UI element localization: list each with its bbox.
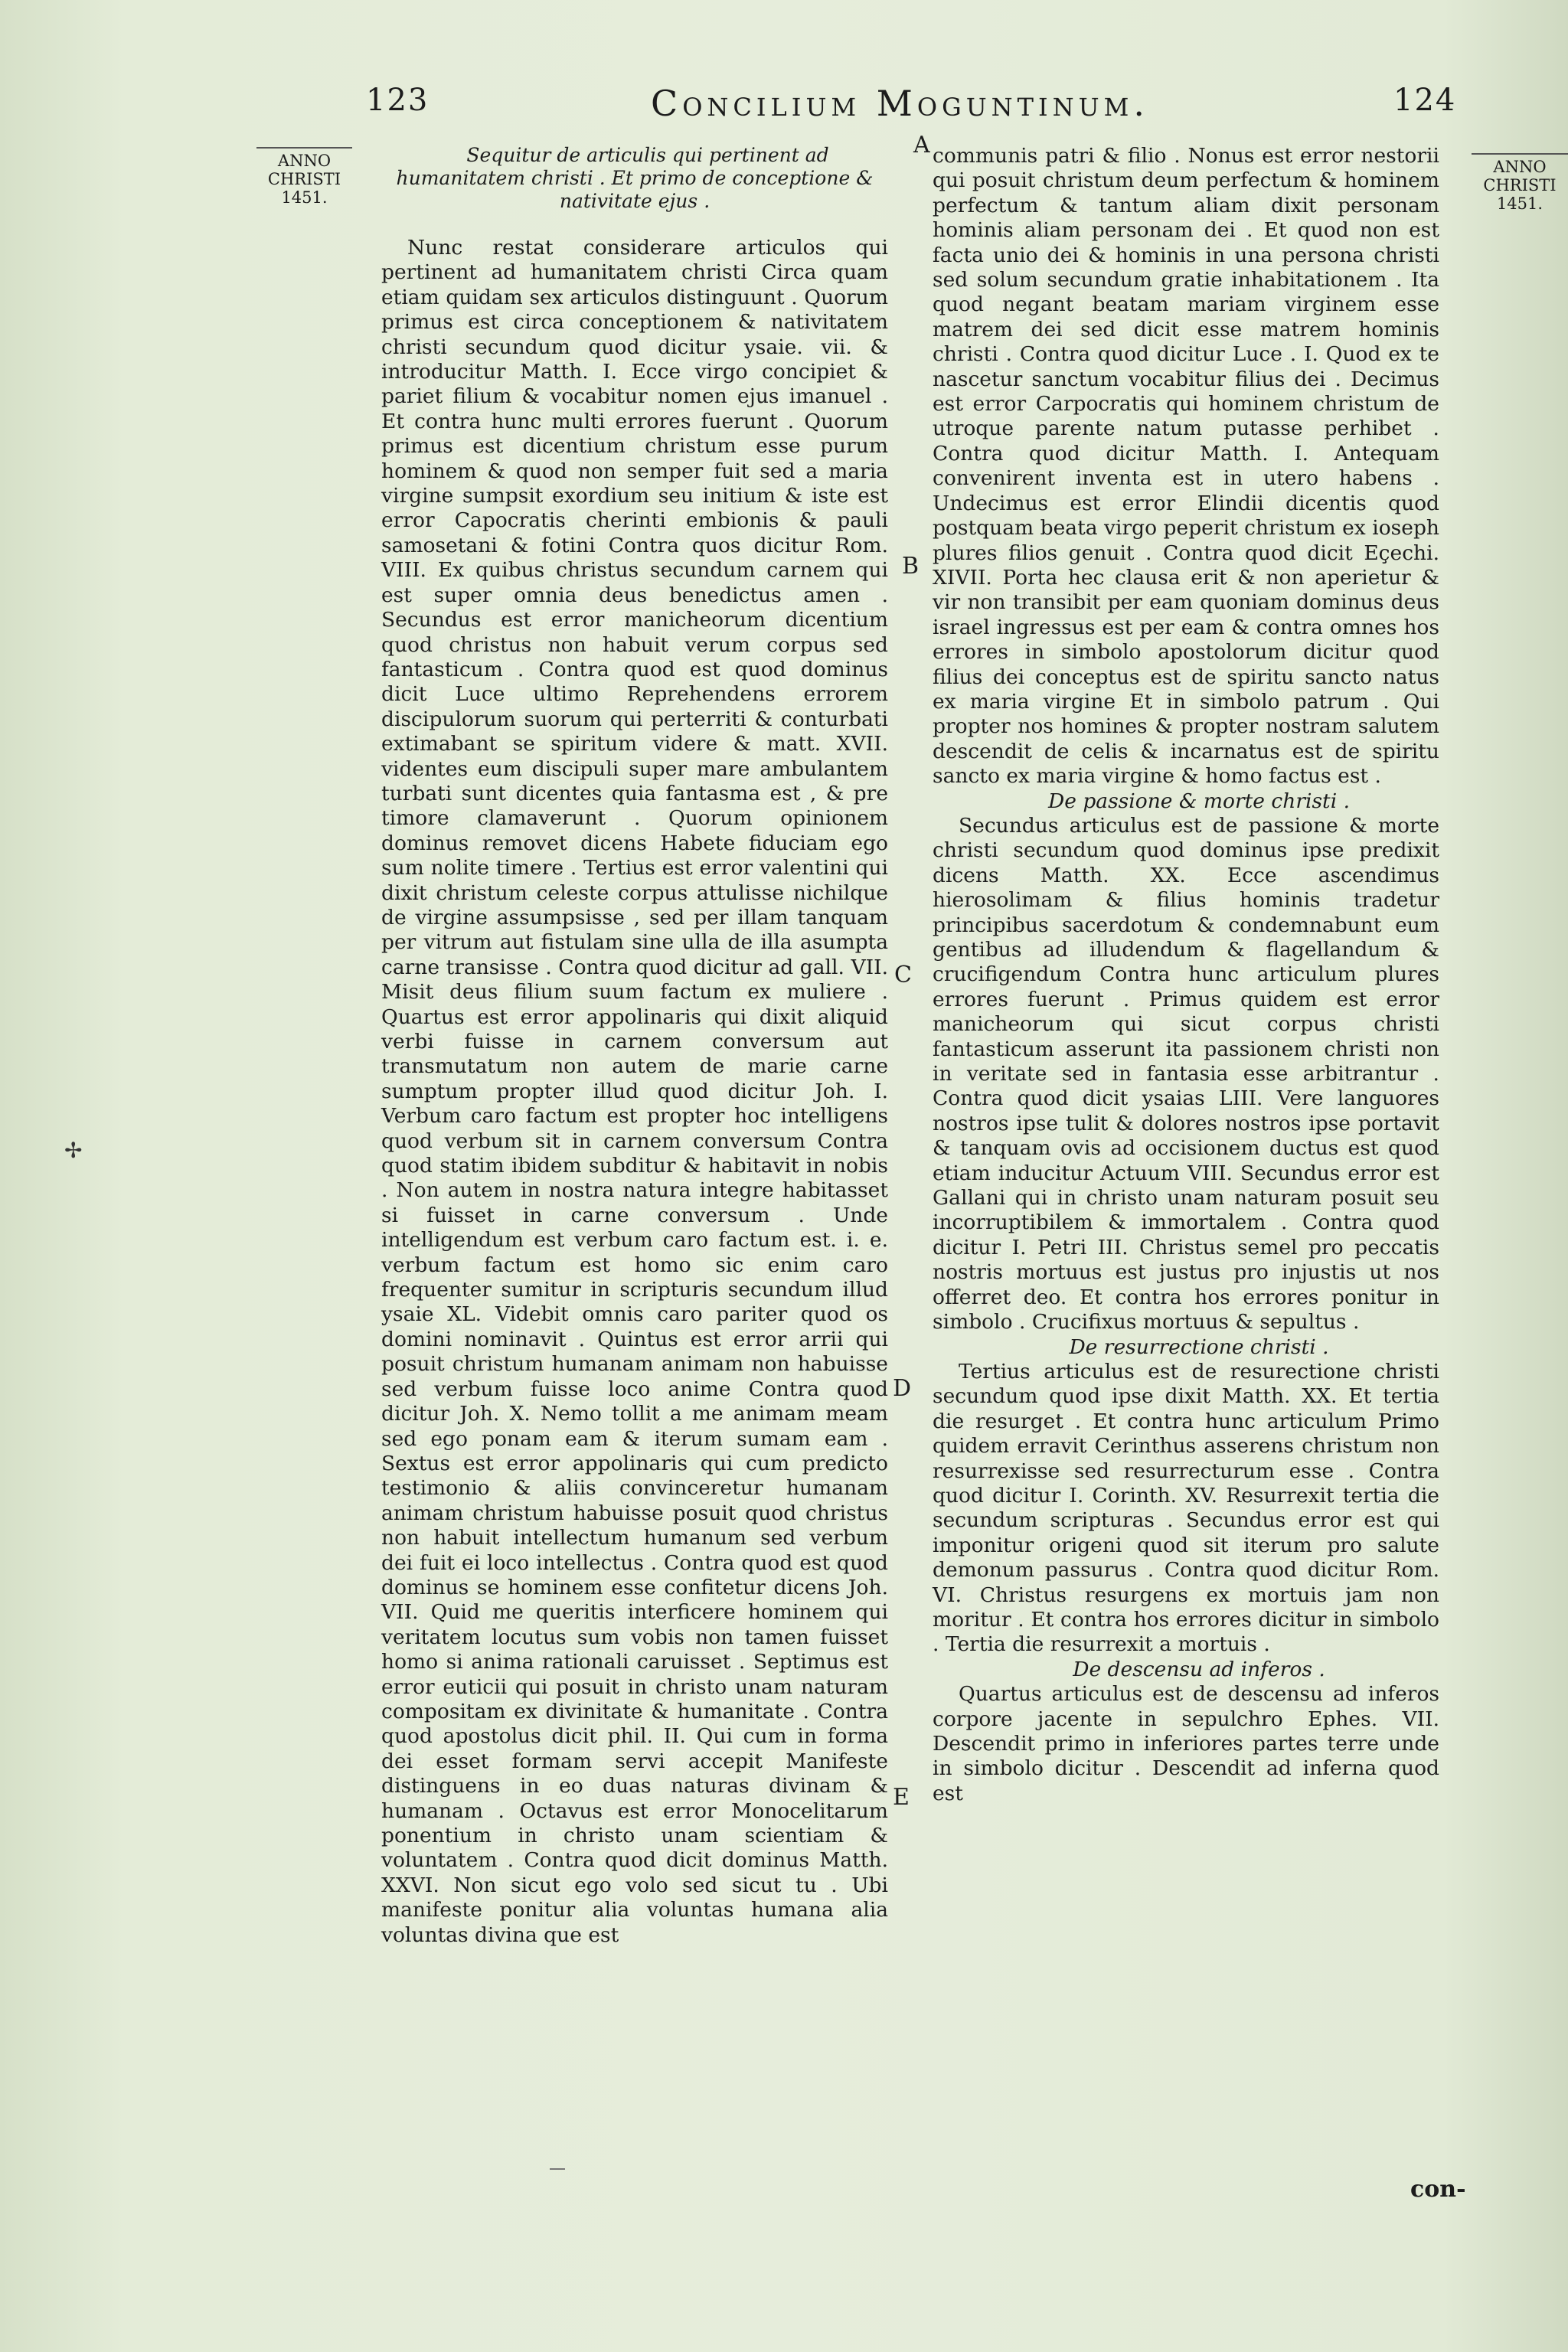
paragraph: Quartus articulus est de descensu ad inferos corpore jacente in sepulchro Ephes. VII. Descendit primo in inferiores partes terre unde in simbolo dicitur . Descendit ad inferna quod est xyxy=(933,1682,1439,1805)
running-title: Concilium Moguntinum. xyxy=(651,83,1150,124)
divider xyxy=(550,2168,565,2170)
catchword: con- xyxy=(1410,2176,1466,2203)
margin-note-line: ANNO xyxy=(1493,158,1547,176)
section-heading: De resurrectione christi . xyxy=(1069,1334,1329,1359)
margin-note-right xyxy=(1472,153,1568,213)
section-letter-a: A xyxy=(913,132,930,158)
section-letter-b: B xyxy=(902,553,920,580)
section-heading: De descensu ad inferos . xyxy=(1073,1657,1325,1681)
text-column-left xyxy=(381,144,888,1948)
paragraph: Nunc restat considerare articulos qui pertinent ad humanitatem christi Circa quam etiam quidam sex articulos distinguunt . Quorum primus est circa conceptionem & nativitatem christi secundum quod dicitur ysaie. vii. & introducitur Matth. I. Ecce virgo concipiet & pariet filium & vocabitur nomen ejus imanuel . Et contra hunc multi errores fuerunt . Quorum primus est dicentium christum esse purum hominem & quod non semper fuit sed a maria virgine sumpsit exordium seu initium & iste est error Capocratis cherinti embionis & pauli samosetani & fotini Contra quos dicitur Rom. VIII. Ex quibus christus secundum carnem qui est super omnia deus benedictus amen . Secundus est error manicheorum dicentium quod christus non habuit verum corpus sed fantasticum . Contra quod est quod dominus dicit Luce ultimo Reprehendens errorem discipulorum suorum qui perterriti & conturbati extimabant se spiritum videre & matt. XVII. videntes eum discipuli super mare ambulantem turbati sunt dicentes quia fantasma est , & pre timore clamaverunt . Quorum opinionem dominus removet dicens Habete fiduciam ego sum nolite timere . Tertius est error valentini qui dixit christum celeste corpus attulisse nichilque de virgine assumpsisse , sed per illam tanquam per vitrum aut fistulam sine ulla de illa asumpta carne transisse . Contra quod dicitur ad gall. VII. Misit deus filium suum factum ex muliere . Quartus est error appolinaris qui dixit aliquid verbi fuisse in carnem conversum aut transmutatum non autem de marie carne sumptum propter illud quod dicitur Joh. I. Verbum caro factum est propter hoc intelligens quod verbum sit in carnem conversum Contra quod statim ibidem subditur & habitavit in nobis . Non autem in nostra natura integre habitasset si fuisset in carne conversum . Unde intelligendum est verbum caro factum est. i. e. verbum factum est homo sic enim caro frequenter sumitur in scripturis secundum illud ysaie XL. Videbit omnis caro pariter quod os domini nominavit . Quintus est error arrii qui posuit christum humanam animam non habuisse sed verbum fuisse loco anime Contra quod dicitur Joh. X. Nemo tollit a me animam meam sed ego ponam eam & iterum sumam eam . Sextus est error appolinaris qui cum predicto testimonio & aliis convinceretur humanam animam christum habuisse posuit quod christus non habuit intellectum humanum sed verbum dei fuit ei loco intellectus . Contra quod est quod dominus se hominem esse confitetur dicens Joh. VII. Quid me queritis interficere hominem qui veritatem locutus sum vobis non tamen fuisset homo si anima rationali caruisset . Septimus est error euticii qui posuit in christo unam naturam compositam ex divinitate & humanitate . Contra quod apostolus dicit phil. II. Qui cum in forma dei esset formam servi accepit Manifeste distinguens in eo duas naturas divinam & humanam . Octavus est error Monocelitarum ponentium in christo unam scientiam & voluntatem . Contra quod dicit dominus Matth. XXVI. Non sicut ego volo sed sicut tu . Ubi manifeste ponitur alia voluntas humana alia voluntas divina que est xyxy=(381,236,888,1947)
paragraph: Secundus articulus est de passione & morte christi secundum quod dominus ipse predixit dicens Matth. XX. Ecce ascendimus hierosolimam & filius hominis tradetur principibus sacerdotum & condemnabunt eum gentibus ad illudendum & flagellandum & crucifigendum Contra hunc articulum plures errores fuerunt . Primus quidem est error manicheorum qui sicut corpus christi fantasticum asserunt ita passionem christi non in veritate sed in fantasia esse arbitrantur . Contra quod dicit ysaias LIII. Vere languores nostros ipse tulit & dolores nostros ipse portavit & tanquam ovis ad occisionem ductus est quod etiam inducitur Actuum VIII. Secundus error est Gallani qui in christo unam naturam posuit seu incorruptibilem & immortalem . Contra quod dicitur I. Petri III. Christus semel pro peccatis nostris mortuus est justus pro injustis ut nos offerret deo. Et contra hos errores ponitur in simbolo . Crucifixus mortuus & sepultus . xyxy=(933,813,1439,1334)
section-heading: Sequitur de articulis qui pertinent ad humanitatem christi . Et primo de conceptione & nativitate ejus . xyxy=(396,144,874,212)
ink-blot-icon: ✢ xyxy=(64,1138,83,1163)
margin-note-line: 1451. xyxy=(281,188,328,207)
margin-note-line: CHRISTI xyxy=(267,170,341,188)
section-letter-d: D xyxy=(893,1375,912,1402)
section-letter-e: E xyxy=(893,1784,910,1811)
paragraph: communis patri & filio . Nonus est error nestorii qui posuit christum deum perfectum & hominem perfectum & tantum aliam dixit personam hominis aliam personam dei . Et quod non est facta unio dei & hominis in una persona christi sed solum secundum gratie inhabitationem . Ita quod negant beatam mariam virginem esse matrem dei sed dicit esse matrem hominis christi . Contra quod dicitur Luce . I. Quod ex te nascetur sanctum vocabitur filius dei . Decimus est error Carpocratis qui hominem christum de utroque parente natum putasse perhibet . Contra quod dicitur Matth. I. Antequam convenirent inventa est in utero habens . Undecimus est error Elindii dicentis quod postquam beata virgo peperit christum ex ioseph plures filios genuit . Contra quod dicit Eçechi. XIVII. Porta hec clausa erit & non aperietur & vir non transibit per eam quoniam dominus deus israel ingressus est per eam & contra omnes hos errores in simbolo apostolorum dicitur quod filius dei conceptus est de spiritu sancto natus ex maria virgine Et in simbolo patrum . Qui propter nos homines & propter nostram salutem descendit de celis & incarnatus est de spiritu sancto ex maria virgine & homo factus est . xyxy=(933,144,1439,789)
text-column-right xyxy=(933,144,1439,1806)
margin-note-left xyxy=(256,147,352,207)
page-number-left: 123 xyxy=(366,83,430,118)
section-letter-c: C xyxy=(894,962,912,988)
paragraph: Tertius articulus est de resurectione christi secundum quod ipse dixit Matth. XX. Et tertia die resurget . Et contra hunc articulum Primo quidem erravit Cerinthus asserens christum non resurrexisse sed resurrecturum esse . Contra quod dicitur I. Corinth. XV. Resurrexit tertia die secundum scripturas . Secundus error est qui imponitur origeni quod sit iterum pro salute demonum passurus . Contra quod dicitur Rom. VI. Christus resurgens ex mortuis jam non moritur . Et contra hos errores dicitur in simbolo . Tertia die resurrexit a mortuis . xyxy=(933,1359,1439,1657)
margin-note-line: CHRISTI xyxy=(1483,176,1557,194)
margin-note-line: 1451. xyxy=(1496,194,1544,213)
section-heading: De passione & morte christi . xyxy=(1047,789,1351,813)
page-number-right: 124 xyxy=(1393,83,1457,118)
margin-note-line: ANNO xyxy=(277,152,332,170)
